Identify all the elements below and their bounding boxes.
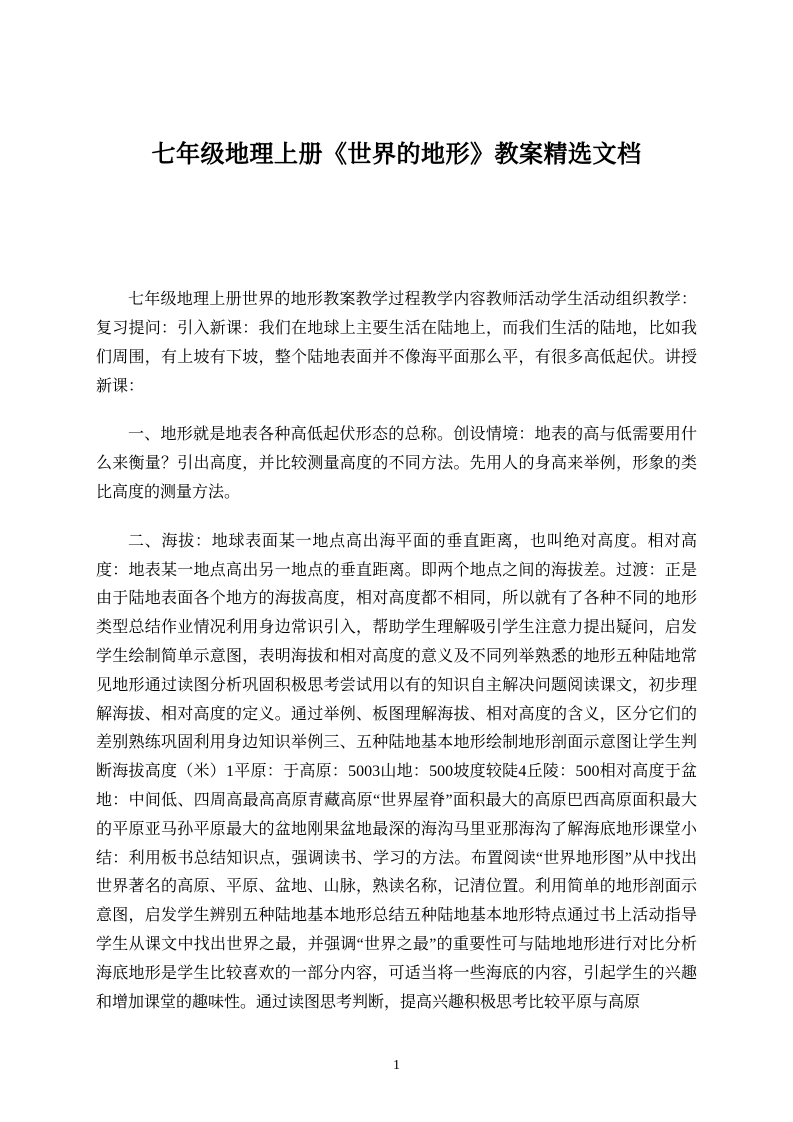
paragraph-section-two: 二、海拔：地球表面某一地点高出海平面的垂直距离，也叫绝对高度。相对高度：地表某一地点高出另一地点的垂直距离。即两个地点之间的海拔差。过渡：正是由于陆地表面各个地方的海拔高度，相对高度都不相同，所以就有了各种不同的地形类型总结作业情况利用身边常识引入，帮助学生理解吸引学生注意力提出疑问，启发学生绘制简单示意图，表明海拔和相对高度的意义及不同列举熟悉的地形五种陆地常见地形通过读图分析巩固积极思考尝试用以有的知识自主解决问题阅读课文，初步理解海拔、相对高度的定义。通过举例、板图理解海拔、相对高度的含义，区分它们的差别熟练巩固利用身边知识举例三、五种陆地基本地形绘制地形剖面示意图让学生判断海拔高度（米）1平原：于高原：5003山地：500坡度较陡4丘陵：500相对高度于盆地：中间低、四周高最高高原青藏高原“世界屋脊”面积最大的高原巴西高原面积最大的平原亚马孙平原最大的盆地刚果盆地最深的海沟马里亚那海沟了解海底地形课堂小结：利用板书总结知识点，强调读书、学习的方法。布置阅读“世界地形图”从中找出世界著名的高原、平原、盆地、山脉，熟读名称，记清位置。利用简单的地形剖面示意图，启发学生辨别五种陆地基本地形总结五种陆地基本地形特点通过书上活动指导学生从课文中找出世界之最，并强调“世界之最”的重要性可与陆地地形进行对比分析海底地形是学生比较喜欢的一部分内容，可适当将一些海底的内容，引起学生的兴趣和增加课堂的趣味性。通过读图思考判断，提高兴趣积极思考比较平原与高原 bbox=[96, 532, 697, 1011]
paragraph-section-one: 一、地形就是地表各种高低起伏形态的总称。创设情境：地表的高与低需要用什么来衡量？引出高度，并比较测量高度的不同方法。先用人的身高来举例，形象的类比高度的测量方法。 bbox=[96, 426, 697, 501]
document-title: 七年级地理上册《世界的地形》教案精选文档 bbox=[151, 142, 642, 168]
paragraph-intro: 七年级地理上册世界的地形教案教学过程教学内容教师活动学生活动组织教学：复习提问：引入新课：我们在地球上主要生活在陆地上，而我们生活的陆地，比如我们周围，有上坡有下坡，整个陆地表面并不像海平面那么平，有很多高低起伏。讲授新课： bbox=[96, 291, 697, 395]
page-number: 1 bbox=[393, 1058, 400, 1073]
document-body bbox=[96, 286, 697, 1017]
